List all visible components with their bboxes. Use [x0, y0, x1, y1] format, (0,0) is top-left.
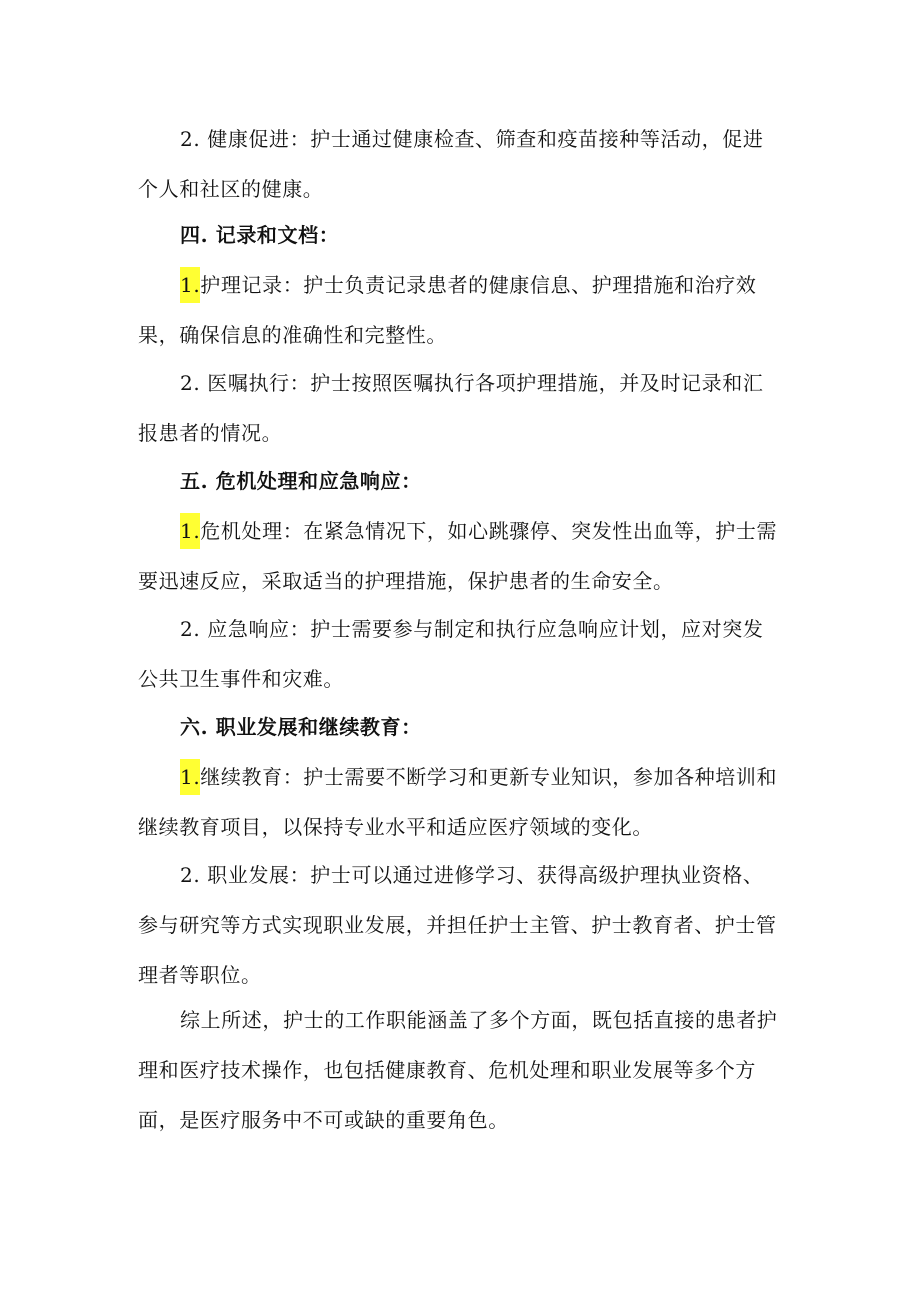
paragraph-text: 危机处理：在紧急情况下，如心跳骤停、突发性出血等，护士需要迅速反应，采取适当的护理措施，保护患者的生命安全。	[138, 519, 778, 593]
paragraph-text: 2. 健康促进：护士通过健康检查、筛查和疫苗接种等活动，促进个人和社区的健康。	[138, 127, 764, 201]
paragraph-text: 2. 应急响应：护士需要参与制定和执行应急响应计划，应对突发公共卫生事件和灾难。	[138, 617, 764, 691]
highlighted-marker: 1.	[180, 267, 200, 303]
paragraph-text: 综上所述，护士的工作职能涵盖了多个方面，既包括直接的患者护理和医疗技术操作，也包括健康教育、危机处理和职业发展等多个方面，是医疗服务中不可或缺的重要角色。	[138, 1008, 778, 1132]
paragraph-crisis-handling	[138, 506, 782, 606]
highlighted-marker: 1.	[180, 513, 200, 549]
paragraph-emergency-response	[138, 604, 782, 704]
paragraph-career-development	[138, 850, 782, 1000]
paragraph-continuing-education	[138, 752, 782, 852]
paragraph-nursing-records	[138, 260, 782, 360]
section-heading-career	[138, 702, 782, 752]
paragraph-order-execution	[138, 358, 782, 458]
paragraph-text: 2. 医嘱执行：护士按照医嘱执行各项护理措施，并及时记录和汇报患者的情况。	[138, 371, 764, 445]
paragraph-text: 护理记录：护士负责记录患者的健康信息、护理措施和治疗效果，确保信息的准确性和完整性。	[138, 273, 757, 347]
paragraph-summary	[138, 995, 782, 1145]
heading-text: 五. 危机处理和应急响应：	[180, 469, 422, 493]
paragraph-health-promotion	[138, 114, 782, 214]
paragraph-text: 继续教育：护士需要不断学习和更新专业知识，参加各种培训和继续教育项目，以保持专业水平和适应医疗领域的变化。	[138, 765, 778, 839]
heading-text: 六. 职业发展和继续教育：	[180, 715, 422, 739]
section-heading-crisis	[138, 456, 782, 506]
paragraph-text: 2. 职业发展：护士可以通过进修学习、获得高级护理执业资格、参与研究等方式实现职业发展，并担任护士主管、护士教育者、护士管理者等职位。	[138, 863, 777, 987]
section-heading-records	[138, 210, 782, 260]
highlighted-marker: 1.	[180, 759, 200, 795]
heading-text: 四. 记录和文档：	[180, 223, 340, 247]
